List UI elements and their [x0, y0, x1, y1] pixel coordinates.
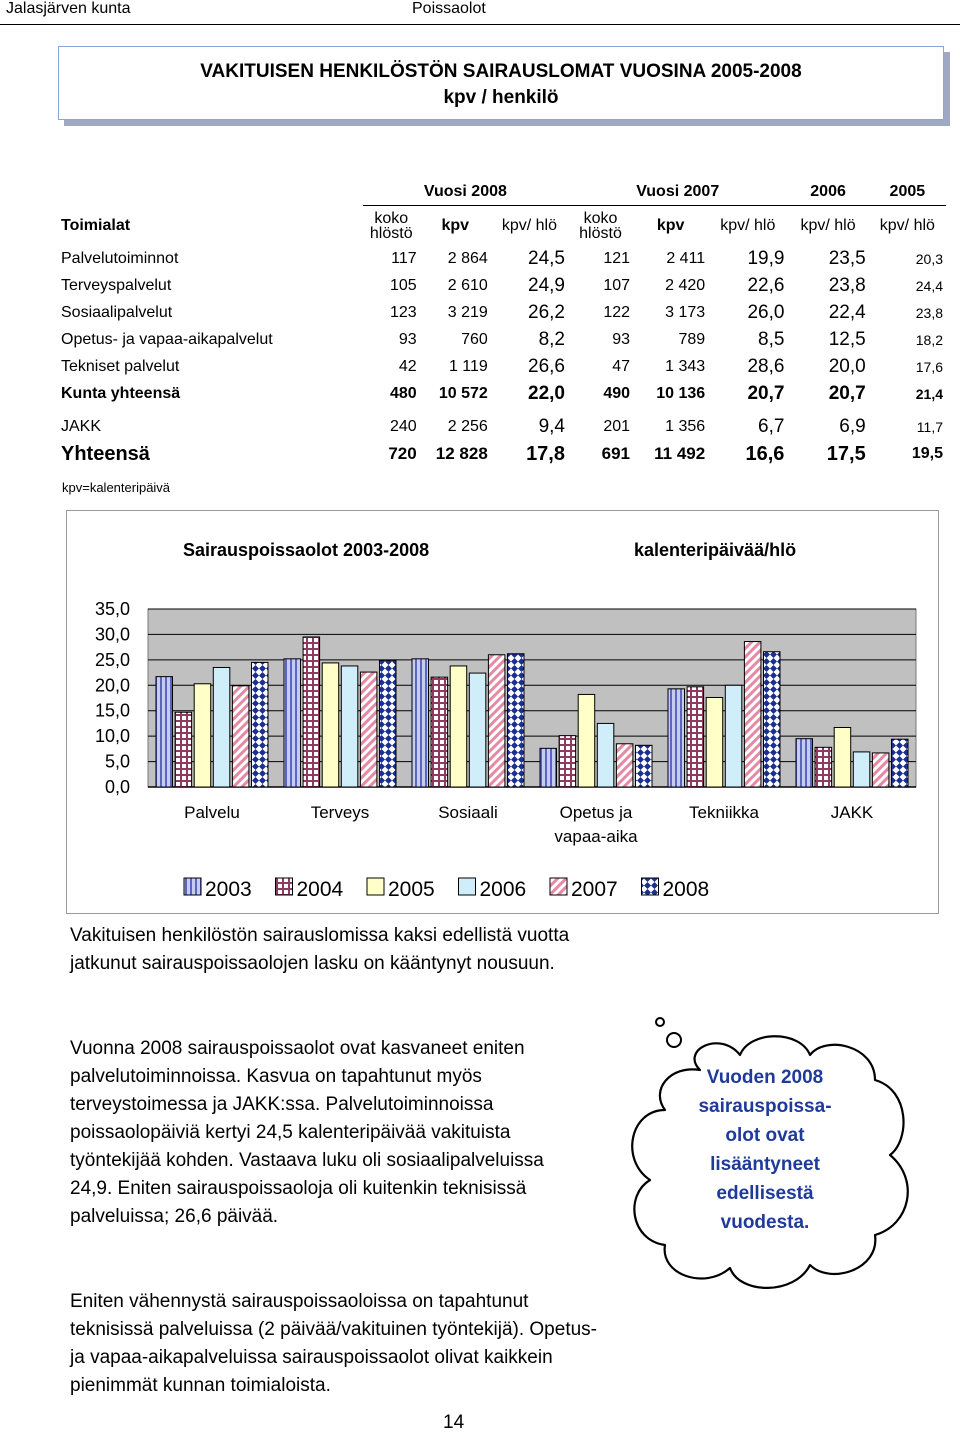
legend-label: 2008 — [662, 878, 710, 901]
bar-2007 — [872, 753, 889, 787]
section-name: Poissaolot — [412, 0, 486, 17]
cell: 22,4 — [828, 302, 866, 323]
cell: 24,4 — [915, 278, 943, 294]
sub-kpv-2007: kpv — [656, 217, 685, 235]
bar-2005 — [834, 727, 851, 787]
bar-2003 — [540, 748, 557, 787]
cell: 789 — [678, 331, 706, 348]
group-2007: Vuosi 2007 — [568, 178, 787, 206]
bar-2005 — [578, 694, 595, 787]
row-label: Terveyspalvelut — [61, 277, 172, 294]
cell: 26,2 — [528, 302, 565, 323]
cell: 26,0 — [747, 302, 785, 323]
legend-label: 2007 — [571, 878, 618, 901]
cell: 24,9 — [528, 275, 565, 296]
bar-2004 — [815, 747, 832, 787]
cell: 21,4 — [915, 386, 943, 402]
bar-2008 — [380, 660, 397, 787]
cell: 22,6 — [747, 275, 785, 296]
cell: 20,3 — [915, 251, 943, 267]
cell: 8,2 — [538, 329, 565, 350]
x-category-label: Tekniikka — [689, 803, 759, 822]
legend-swatch-2003 — [184, 878, 201, 895]
cell: 42 — [398, 358, 417, 375]
cell: 12,5 — [828, 329, 866, 350]
cell: 20,7 — [747, 383, 785, 404]
cell: 720 — [388, 444, 417, 463]
cell: 480 — [389, 385, 417, 402]
chart-ylabel: kalenteripäivää/hlö — [634, 540, 797, 560]
cell: 20,0 — [828, 356, 866, 377]
paragraph-3: Eniten vähennystä sairauspoissaoloissa on tapahtunut teknisissä palveluissa (2 päivää/vakituinen työntekijä). Opetus- ja vapaa-aikapalveluissa sairauspoissaolot olivat kaikkein pienimmät kunnan toimialoista. — [70, 1291, 597, 1396]
sub-kpvhlo-2007: kpv/ hlö — [720, 217, 776, 235]
legend-swatch-2004 — [276, 878, 293, 895]
title-line1: VAKITUISEN HENKILÖSTÖN SAIRAUSLOMAT VUOSINA 2005-2008 — [200, 61, 802, 82]
cell: 2 864 — [447, 250, 488, 267]
org-name: Jalasjärven kunta — [6, 0, 131, 17]
sub-kpvhlo-2008: kpv/ hlö — [501, 217, 557, 235]
bar-2007 — [616, 744, 633, 787]
cell: 121 — [603, 250, 631, 267]
cell: 93 — [612, 331, 631, 348]
paragraph-2: Vuonna 2008 sairauspoissaolot ovat kasvaneet eniten palvelutoiminnoissa. Kasvua on tapahtunut myös terveystoimessa ja JAKK:ssa. Palvelutoiminnoissa poissaolopäiviä kertyi 24,5 kalenteripäivää vakituista työntekijää kohden. Vastaava luku oli sosiaalipalveluissa 24,9. Eniten sairauspoissaoloja oli kuitenkin teknisissä palveluissa; 26,6 päivää. — [70, 1038, 544, 1227]
legend-label: 2004 — [296, 878, 344, 901]
chart-title: Sairauspoissaolot 2003-2008 — [183, 540, 430, 560]
cell: 122 — [603, 304, 631, 321]
legend-label: 2003 — [205, 878, 252, 901]
bar-2006 — [725, 685, 742, 787]
bar-2004 — [175, 712, 192, 787]
y-tick-label: 10,0 — [94, 726, 130, 747]
y-tick-label: 15,0 — [94, 700, 130, 721]
cell: 10 136 — [656, 385, 706, 402]
bar-2007 — [744, 642, 761, 787]
cell: 93 — [398, 331, 417, 348]
bar-2003 — [412, 659, 429, 787]
bar-2007 — [232, 686, 249, 787]
cell: 2 610 — [447, 277, 488, 294]
y-tick-label: 20,0 — [94, 675, 130, 696]
cell: 10 572 — [438, 385, 488, 402]
bar-2006 — [341, 666, 358, 787]
x-category-label: Sosiaali — [438, 803, 498, 822]
bar-2008 — [508, 654, 525, 787]
cell: 1 356 — [665, 418, 706, 435]
legend-swatch-2006 — [459, 878, 476, 895]
sub-koko-2008: koko hlöstö — [369, 209, 413, 242]
cell: 2 256 — [447, 418, 488, 435]
row-label: Sosiaalipalvelut — [61, 304, 173, 321]
cell: 2 420 — [665, 277, 706, 294]
cell: 19,5 — [911, 445, 943, 462]
cell: 240 — [389, 418, 417, 435]
cell: 8,5 — [758, 329, 785, 350]
sub-kpvhlo-2005: kpv/ hlö — [879, 217, 935, 235]
cell: 23,8 — [915, 305, 943, 321]
row-label: JAKK — [61, 418, 102, 435]
bar-2008 — [764, 652, 781, 787]
bar-2003 — [284, 659, 301, 787]
bar-2006 — [853, 752, 870, 787]
group-2005: 2005 — [869, 178, 946, 206]
bar-2005 — [450, 666, 467, 787]
cell: 201 — [603, 418, 631, 435]
cell: 20,7 — [828, 383, 866, 404]
cell: 11,7 — [916, 419, 943, 435]
bar-2005 — [194, 684, 211, 787]
legend-swatch-2008 — [642, 878, 659, 895]
cell: 19,9 — [747, 248, 785, 269]
cell: 490 — [603, 385, 631, 402]
group-2008: Vuosi 2008 — [363, 178, 568, 206]
cell: 117 — [391, 250, 417, 267]
bar-2004 — [687, 687, 704, 787]
bar-2007 — [360, 672, 377, 787]
cloud-text: Vuoden 2008 sairauspoissa- olot ovat lisääntyneet edellisestä vuodesta. — [698, 1067, 832, 1233]
cell: 6,7 — [758, 416, 785, 437]
y-tick-label: 25,0 — [94, 649, 130, 670]
bar-2008 — [636, 745, 653, 787]
cell: 23,8 — [828, 275, 866, 296]
y-tick-label: 5,0 — [104, 751, 130, 772]
cell: 11 492 — [654, 444, 706, 463]
bar-2006 — [469, 673, 486, 787]
cell: 17,5 — [826, 442, 866, 465]
cell: 17,6 — [915, 359, 943, 375]
bar-2008 — [252, 662, 269, 787]
cell: 28,6 — [747, 356, 785, 377]
bar-2004 — [431, 677, 448, 787]
cell: 760 — [461, 331, 488, 348]
cell: 123 — [389, 304, 417, 321]
legend-label: 2006 — [479, 878, 527, 901]
cell: 1 343 — [665, 358, 706, 375]
x-category-label: Terveys — [310, 803, 370, 822]
legend-swatch-2005 — [367, 878, 384, 895]
page-number: 14 — [443, 1412, 465, 1433]
x-category-label: Palvelu — [184, 803, 240, 822]
cell: 1 119 — [448, 358, 488, 375]
bar-2006 — [213, 667, 230, 787]
legend-label: 2005 — [388, 878, 435, 901]
cell: 105 — [389, 277, 417, 294]
row-label: Tekniset palvelut — [61, 358, 180, 375]
cell: 23,5 — [828, 248, 866, 269]
x-category-label: Opetus ja — [559, 803, 633, 822]
bar-2004 — [303, 637, 320, 787]
bar-2004 — [559, 736, 576, 787]
cell: 3 173 — [665, 304, 706, 321]
title-line2: kpv / henkilö — [443, 87, 559, 108]
legend-swatch-2007 — [550, 878, 567, 895]
sub-koko-2007: koko hlöstö — [579, 209, 622, 242]
bar-2005 — [322, 663, 339, 787]
cell: 9,4 — [538, 416, 565, 437]
y-tick-label: 0,0 — [104, 777, 130, 797]
bar-2003 — [156, 677, 173, 787]
row-label: Palvelutoiminnot — [61, 250, 179, 267]
bar-2003 — [796, 739, 813, 787]
cell: 3 219 — [447, 304, 488, 321]
cell: 12 828 — [435, 444, 488, 463]
column-label: Toimialat — [61, 216, 131, 234]
bar-2003 — [668, 689, 685, 787]
row-label: Kunta yhteensä — [61, 385, 181, 402]
cell: 24,5 — [528, 248, 565, 269]
row-label: Opetus- ja vapaa-aikapalvelut — [61, 331, 273, 348]
cell: 18,2 — [915, 332, 943, 348]
bar-2006 — [597, 723, 614, 787]
table-footnote: kpv=kalenteripäivä — [62, 480, 171, 495]
cell: 17,8 — [526, 442, 565, 465]
sub-kpv-2008: kpv — [441, 217, 470, 235]
bar-2007 — [488, 655, 505, 787]
y-tick-label: 35,0 — [94, 599, 130, 619]
cell: 22,0 — [528, 383, 565, 404]
y-tick-label: 30,0 — [94, 624, 130, 645]
cell: 6,9 — [839, 416, 866, 437]
cell: 16,6 — [745, 442, 785, 465]
bar-2005 — [706, 697, 723, 787]
sub-kpvhlo-2006: kpv/ hlö — [800, 217, 856, 235]
group-2006: 2006 — [787, 178, 868, 206]
cell: 691 — [601, 444, 631, 463]
bar-2008 — [892, 739, 909, 787]
cell: 26,6 — [528, 356, 565, 377]
cell: 2 411 — [666, 250, 706, 267]
cell: 107 — [603, 277, 631, 294]
paragraph-1: Vakituisen henkilöstön sairauslomissa kaksi edellistä vuotta jatkunut sairauspoissaolojen lasku on kääntynyt nousuun. — [70, 925, 570, 974]
x-category-label: JAKK — [830, 803, 874, 822]
x-category-label: vapaa-aika — [554, 827, 638, 846]
row-label: Yhteensä — [61, 442, 150, 465]
cell: 47 — [612, 358, 631, 375]
